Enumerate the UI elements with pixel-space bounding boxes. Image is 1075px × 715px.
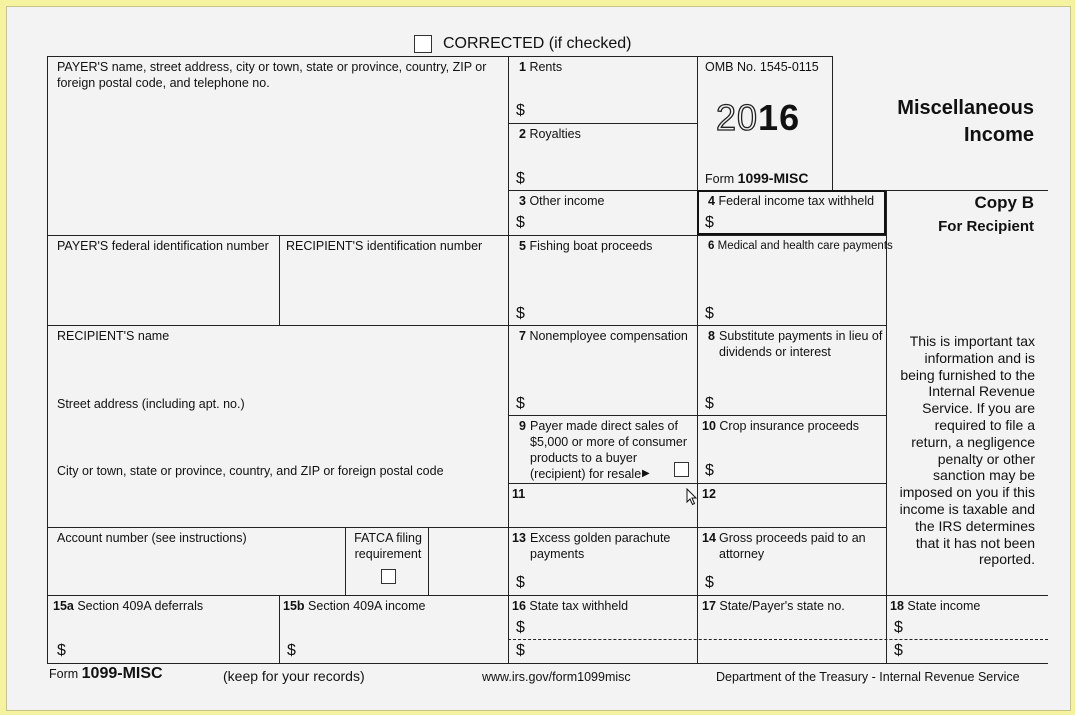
- year-prefix: 20: [716, 97, 759, 138]
- form-title: Miscellaneous Income: [897, 97, 1034, 146]
- box-4-label: 4 Federal income tax withheld: [708, 194, 875, 208]
- notice-text: This is important tax information and is being furnished to the Internal Revenue Service. If you are required to file a return, a negligence penalty or other sanction may be imposed on you if this income is taxable and the IRS determines that it has not been reported.: [899, 333, 1035, 568]
- box-9-number: 9: [519, 419, 526, 433]
- box-8-label: Substitute payments in lieu of dividends or interest: [719, 329, 883, 359]
- box-15b-dollar: $: [287, 642, 296, 659]
- grid-line: [47, 325, 886, 326]
- box-18-dollar: $: [894, 619, 903, 636]
- grid-line: [697, 56, 698, 663]
- grid-line: [47, 595, 1048, 596]
- account-number-label: Account number (see instructions): [57, 531, 247, 545]
- payer-fed-id-label: PAYER'S federal identification number: [57, 239, 269, 253]
- grid-line: [47, 56, 48, 663]
- box-6-dollar: $: [705, 305, 714, 322]
- box-14-number: 14: [702, 531, 716, 545]
- box-18-label: 18 State income: [890, 599, 981, 613]
- box-13-label: Excess golden parachute payments: [530, 531, 671, 561]
- box-1-dollar: $: [516, 102, 525, 119]
- street-address-label: Street address (including apt. no.): [57, 397, 245, 411]
- box-14-dollar: $: [705, 574, 714, 591]
- grid-line: [508, 123, 697, 124]
- grid-line: [47, 527, 886, 528]
- box-6-label: 6 Medical and health care payments: [708, 240, 893, 252]
- box-2-dollar: $: [516, 170, 525, 187]
- grid-line: [428, 527, 429, 595]
- grid-line: [508, 415, 886, 416]
- grid-line: [508, 483, 886, 484]
- box-16-dollar: $: [516, 642, 525, 659]
- box-13-number: 13: [512, 531, 526, 545]
- fatca-label: FATCA filing requirement: [354, 531, 422, 561]
- box-13-dollar: $: [516, 574, 525, 591]
- recipient-id-label: RECIPIENT'S identification number: [286, 239, 483, 253]
- city-label: City or town, state or province, country, and ZIP or foreign postal code: [57, 464, 444, 478]
- box-8-dollar: $: [705, 395, 714, 412]
- box-4-dollar: $: [705, 214, 714, 231]
- mouse-cursor-icon: [686, 488, 698, 506]
- year-suffix: 16: [758, 97, 801, 138]
- box-15a-label: 15a Section 409A deferrals: [53, 599, 204, 613]
- box-15a-dollar: $: [57, 642, 66, 659]
- grid-line: [47, 56, 832, 57]
- box-7-label: 7 Nonemployee compensation: [519, 329, 688, 343]
- corrected-label: CORRECTED (if checked): [443, 35, 632, 52]
- box-14-label: Gross proceeds paid to an attorney: [719, 531, 866, 561]
- recipient-name-label: RECIPIENT'S name: [57, 329, 170, 343]
- box-3-label: 3 Other income: [519, 194, 605, 208]
- grid-line: [279, 235, 280, 325]
- box-15b-label: 15b Section 409A income: [283, 599, 426, 613]
- grid-line: [345, 527, 346, 595]
- copy-label: Copy B: [974, 193, 1034, 212]
- copy-for-label: For Recipient: [938, 218, 1034, 235]
- grid-line: [47, 663, 1048, 664]
- box-7-dollar: $: [516, 395, 525, 412]
- box-17-label: 17 State/Payer's state no.: [702, 599, 845, 613]
- grid-line: [47, 235, 886, 236]
- box-9-arrow: ▶: [642, 468, 650, 479]
- corrected-checkbox[interactable]: [414, 35, 432, 53]
- footer-keep: (keep for your records): [223, 668, 365, 684]
- grid-line: [886, 595, 887, 663]
- footer-url[interactable]: www.irs.gov/form1099misc: [482, 670, 631, 684]
- grid-line: [832, 56, 833, 190]
- footer-form-id: Form 1099-MISC: [49, 665, 163, 682]
- grid-line: [508, 639, 1048, 640]
- box-3-dollar: $: [516, 214, 525, 231]
- grid-line: [508, 56, 509, 663]
- fatca-checkbox[interactable]: [381, 569, 396, 584]
- payer-name-label: PAYER'S name, street address, city or town, state or province, country, ZIP or foreign postal code, and telephone no.: [57, 60, 487, 90]
- box-5-label: 5 Fishing boat proceeds: [519, 239, 653, 253]
- footer-dept: Department of the Treasury - Internal Revenue Service: [716, 670, 1020, 684]
- box-16-label: 16 State tax withheld: [512, 599, 629, 613]
- box-12-label: 12: [702, 487, 716, 501]
- box-9-checkbox[interactable]: [674, 462, 689, 477]
- form-id-header: Form 1099-MISC: [705, 170, 809, 186]
- box-8-number: 8: [708, 329, 715, 343]
- box-9-label: Payer made direct sales of $5,000 or more of consumer products to a buyer (recipient) for resale: [530, 419, 688, 481]
- omb-number: OMB No. 1545-0115: [705, 60, 819, 74]
- tax-year: [716, 98, 800, 138]
- box-18-dollar: $: [894, 642, 903, 659]
- box-5-dollar: $: [516, 305, 525, 322]
- box-10-dollar: $: [705, 462, 714, 479]
- box-2-label: 2 Royalties: [519, 127, 581, 141]
- box-1-label: 1 Rents: [519, 60, 563, 74]
- grid-line: [279, 595, 280, 663]
- box-16-dollar: $: [516, 619, 525, 636]
- box-10-label: 10 Crop insurance proceeds: [702, 419, 860, 433]
- box-11-label: 11: [512, 487, 526, 501]
